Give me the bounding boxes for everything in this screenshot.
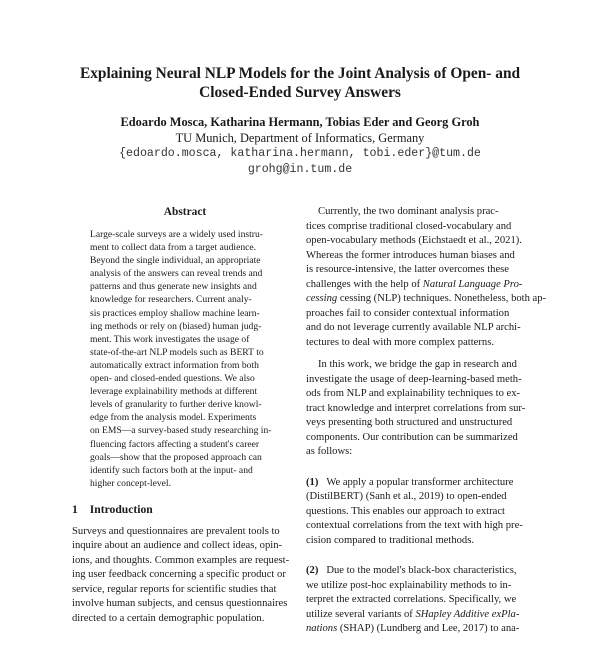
intro-paragraph bbox=[72, 525, 298, 627]
author-emails-2: grohg@in.tum.de bbox=[247, 163, 353, 176]
body-line: In this work, we bridge the gap in research and bbox=[318, 359, 517, 370]
body-line: tices comprise traditional closed-vocabulary and bbox=[306, 220, 512, 232]
abstract-line: levels of granularity to further derive knowl- bbox=[90, 399, 262, 411]
body-line: we utilize post-hoc explainability methods to in- bbox=[306, 579, 512, 591]
intro-heading bbox=[72, 503, 298, 517]
spacer bbox=[306, 468, 532, 476]
italic-term: nations bbox=[306, 623, 338, 634]
intro-line: ions, and thoughts. Common examples are request- bbox=[72, 554, 290, 566]
abstract-line: knowledge for researchers. Current analy- bbox=[90, 294, 252, 306]
abstract-line: fluencing factors affecting a student's career bbox=[90, 438, 260, 450]
body-line-mixed bbox=[306, 564, 532, 579]
abstract-line: leverage explainability methods at different bbox=[90, 386, 258, 398]
italic-term: Natural Language Pro- bbox=[422, 278, 523, 290]
abstract-line: open- and closed-ended questions. We also bbox=[90, 373, 255, 385]
abstract-line: goals—show that the proposed approach can bbox=[90, 451, 262, 463]
intro-line: service, regular reports for scientific studies that bbox=[72, 583, 277, 595]
abstract-line: Large-scale surveys are a widely used instru- bbox=[90, 229, 263, 240]
body-line: contextual correlations from the text with high pre- bbox=[306, 520, 523, 531]
intro-line: involve human subjects, and census questionnaires bbox=[72, 598, 288, 610]
abstract-line: ment to collect data from a target audience. bbox=[90, 242, 257, 254]
body-line: proaches fail to consider contextual information bbox=[306, 307, 510, 319]
abstract-line: ing methods or rely on (biased) human judg- bbox=[90, 320, 262, 332]
italic-term: cessing bbox=[306, 293, 338, 304]
abstract-line: automatically extract information from both bbox=[90, 359, 259, 371]
body-text: Due to the model's black-box characteristics, bbox=[326, 565, 517, 576]
contribution-1 bbox=[306, 476, 532, 549]
abstract-line: edge from the analysis model. Experiments bbox=[90, 412, 257, 424]
abstract-line: sis practices employ shallow machine learn- bbox=[90, 307, 260, 319]
body-line: terpret the extracted correlations. Specifically, we bbox=[306, 594, 517, 605]
body-line-mixed bbox=[306, 476, 532, 491]
body-line: as follows: bbox=[306, 446, 353, 457]
abstract-line: Beyond the single individual, an appropriate bbox=[90, 255, 261, 267]
body-line-mixed bbox=[306, 622, 532, 637]
abstract-line: on EMS—a survey-based study researching in- bbox=[90, 425, 272, 437]
body-line: tectures to deal with more complex patterns. bbox=[306, 336, 494, 348]
abstract-heading: Abstract bbox=[163, 206, 207, 218]
affiliation: TU Munich, Department of Informatics, Germany bbox=[175, 131, 425, 145]
intro-line: inquire about an audience and collect ideas, opin- bbox=[72, 540, 283, 552]
body-line: tract knowledge and interpret correlations from sur- bbox=[306, 402, 526, 414]
body-text: cessing (NLP) techniques. Nonetheless, both ap- bbox=[339, 293, 547, 304]
intro-line: ing user feedback concerning a specific product or bbox=[72, 569, 286, 581]
body-line: questions. This enables our approach to extract bbox=[306, 505, 505, 517]
body-text: challenges with the help of bbox=[306, 278, 423, 290]
abstract-line: patterns and thus generate new insights and bbox=[90, 281, 257, 293]
body-line: open-vocabulary methods (Eichstaedt et al., 2021). bbox=[306, 235, 522, 246]
abstract-line: higher concept-level. bbox=[90, 477, 171, 489]
body-line: Whereas the former introduces human biases and bbox=[306, 249, 515, 261]
author-names: Edoardo Mosca, Katharina Hermann, Tobias Eder and Georg Groh bbox=[120, 115, 480, 129]
section-title: Introduction bbox=[89, 502, 153, 516]
body-text: utilize several variants of bbox=[306, 608, 416, 620]
paragraph-this-work bbox=[306, 358, 532, 460]
section-number: 1 bbox=[72, 502, 78, 516]
abstract-body bbox=[72, 228, 298, 490]
title-line-1: Explaining Neural NLP Models for the Joint Analysis of Open- and bbox=[79, 65, 521, 82]
body-line-mixed bbox=[306, 608, 532, 623]
left-column bbox=[72, 205, 298, 634]
body-line: investigate the usage of deep-learning-based meth- bbox=[306, 373, 522, 385]
body-line: (DistilBERT) (Sanh et al., 2019) to open-ended bbox=[306, 491, 507, 502]
body-line: and do not leverage currently available NLP archi- bbox=[306, 322, 521, 333]
abstract-line: analysis of the answers can reveal trends and bbox=[90, 268, 263, 280]
contribution-2 bbox=[306, 564, 532, 637]
contribution-label: (1) bbox=[306, 476, 319, 488]
body-line: ods from NLP and explainability techniques to ex- bbox=[306, 388, 521, 399]
paragraph-current-practices bbox=[306, 205, 547, 350]
body-text: (SHAP) (Lundberg and Lee, 2017) to ana- bbox=[339, 623, 520, 634]
abstract-line: ment. This work investigates the usage of bbox=[90, 333, 250, 345]
spacer bbox=[306, 556, 532, 564]
body-line: components. Our contribution can be summarized bbox=[306, 431, 518, 443]
body-line: Currently, the two dominant analysis prac- bbox=[318, 206, 499, 217]
intro-line: directed to a certain demographic population. bbox=[72, 612, 265, 624]
abstract-line: state-of-the-art NLP models such as BERT to bbox=[90, 346, 264, 358]
body-line: is resource-intensive, the latter overcomes these bbox=[306, 264, 509, 275]
body-line-mixed bbox=[306, 292, 547, 307]
contribution-label: (2) bbox=[306, 565, 319, 576]
title-line-2: Closed-Ended Survey Answers bbox=[199, 84, 401, 101]
intro-line: Surveys and questionnaires are prevalent tools to bbox=[72, 525, 280, 537]
right-column bbox=[306, 205, 547, 645]
abstract-line: identify such factors both at the input- and bbox=[90, 464, 253, 476]
author-emails-1: {edoardo.mosca, katharina.hermann, tobi.eder}@tum.de bbox=[119, 147, 481, 160]
paper-title bbox=[40, 64, 560, 102]
body-line: veys presenting both structured and unstructured bbox=[306, 417, 513, 428]
body-line: cision compared to traditional methods. bbox=[306, 534, 474, 546]
author-block bbox=[40, 114, 560, 178]
body-text: We apply a popular transformer architecture bbox=[326, 476, 514, 488]
body-line-mixed bbox=[306, 278, 532, 293]
italic-term: SHapley Additive exPla- bbox=[415, 608, 520, 620]
